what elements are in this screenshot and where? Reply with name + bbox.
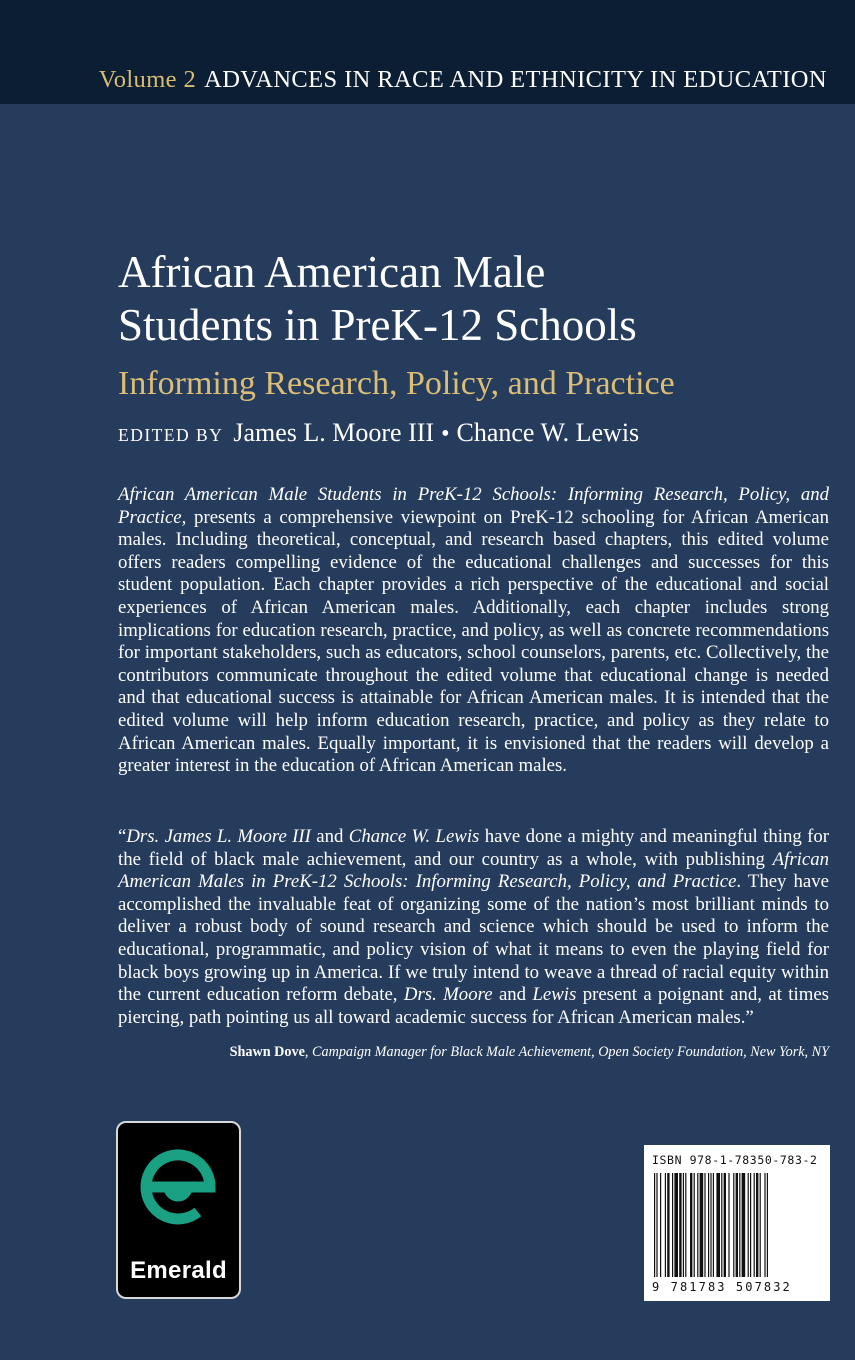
quote-text-1: and [310,826,349,847]
barcode-bar [742,1173,746,1277]
barcode-bar [690,1173,692,1277]
barcode-bar [679,1173,681,1277]
quote-text-4: and [492,984,533,1006]
volume-number: Volume 2 [98,66,197,93]
quote-editor-name-4: Lewis [532,984,577,1006]
quote-editor-name-3: Drs. Moore [403,984,493,1006]
editors-line [118,418,838,448]
description-text: presents a comprehensive viewpoint on PreK-12 schooling for African American males. Including theoretical, conceptual, and research based chapters, this edited volume offers readers compelling evidence of the educational challenges and successes for this student population. Each chapter provides a rich perspective of the educational and social experiences of African American males. Additionally, each chapter includes strong implications for education research, practice, and policy, as well as concrete recommendations for important stakeholders, such as educators, school counselors, parents, etc. Collectively, the contributors communicate throughout the edited volume that educational change is needed and that educational success is attainable for African American males. It is intended that the edited volume will help inform education research, practice, and policy as they relate to African American males. Equally important, it is envisioned that the readers will develop a greater interest in the education of African American males. [118,506,829,777]
barcode-bar [713,1173,714,1277]
barcode-bar [700,1173,704,1277]
quote-open-mark: “ [118,826,127,847]
barcode-bar [728,1173,729,1277]
book-description [118,484,829,778]
series-heading [0,66,827,94]
barcode-bar [708,1173,709,1277]
barcode-bar [660,1173,661,1277]
editor-1: James L. Moore III [233,418,435,447]
description-book-title: African American Male Students in PreK-12 Schools: Informing Research, Policy, and Practice, [118,484,829,528]
title-line-2: Students in PreK-12 Schools [118,300,637,350]
edited-by-label: EDITED BY [118,425,224,445]
isbn-number: ISBN 978-1-78350-783-2 [652,1153,818,1167]
ean-digits: 9 781783 507832 [652,1280,792,1294]
barcode-bar [685,1173,686,1277]
barcode-bar [704,1173,705,1277]
isbn-barcode [644,1145,830,1301]
barcode-bar [674,1173,678,1277]
barcode-bar [672,1173,673,1277]
barcode-bar [739,1173,740,1277]
barcode-bar [764,1173,765,1277]
barcode-bar [767,1173,768,1277]
barcode-bar [667,1173,669,1277]
barcode-bar [683,1173,684,1277]
series-name: ADVANCES IN RACE AND ETHNICITY IN EDUCATION [204,66,827,93]
quote-text-5: present a poignant and, at times piercing, path pointing us all toward academic success for African American males.” [118,984,829,1028]
barcode-bar [736,1173,738,1277]
barcode-bar [754,1173,755,1277]
publisher-name: Emerald [130,1257,227,1284]
barcode-bar [694,1173,695,1277]
emerald-e-icon [128,1131,229,1243]
barcode-bar [756,1173,758,1277]
endorsement-quote [118,826,829,1029]
book-subtitle: Informing Research, Policy, and Practice [118,365,675,402]
barcode-bar [697,1173,698,1277]
barcode-bar [656,1173,657,1277]
barcode-bar [750,1173,751,1277]
title-line-1: African American Male [118,247,546,297]
quote-book-title: African American Males in PreK-12 Schools: Informing Research, Policy, and Practice [118,848,829,893]
quote-text-3: . They have accomplished the invaluable feat of organizing some of the nation’s most brilliant minds to deliver a robust body of sound research and science which should be used to inform the educational, programmatic, and policy vision of what it means to even the playing field for black boys growing up in America. If we truly intend to weave a thread of racial equity within the current education reform debate, [118,871,829,1006]
quote-editor-name-1: Drs. James L. Moore III [126,826,311,847]
quote-attribution [118,1044,829,1061]
attribution-name: Shawn Dove [229,1044,305,1060]
publisher-logo [116,1121,241,1299]
barcode-bar [716,1173,720,1277]
barcode-bar [710,1173,711,1277]
barcode-bar [654,1173,655,1277]
barcode-bar [665,1173,666,1277]
barcode-bar [724,1173,726,1277]
barcode-bar [721,1173,722,1277]
quote-text-2: have done a mighty and meaningful thing for the field of black male achievement, and our country as a whole, with publishing [118,826,830,870]
attribution-role: , Campaign Manager for Black Male Achievement, Open Society Foundation, New York, NY [304,1044,829,1060]
editor-separator: • [441,421,450,447]
barcode-bar [733,1173,734,1277]
barcode-icon [652,1173,824,1277]
editor-2: Chance W. Lewis [456,418,640,447]
barcode-bar [748,1173,749,1277]
quote-editor-name-2: Chance W. Lewis [348,826,480,847]
book-title [118,246,838,352]
barcode-bar [760,1173,761,1277]
